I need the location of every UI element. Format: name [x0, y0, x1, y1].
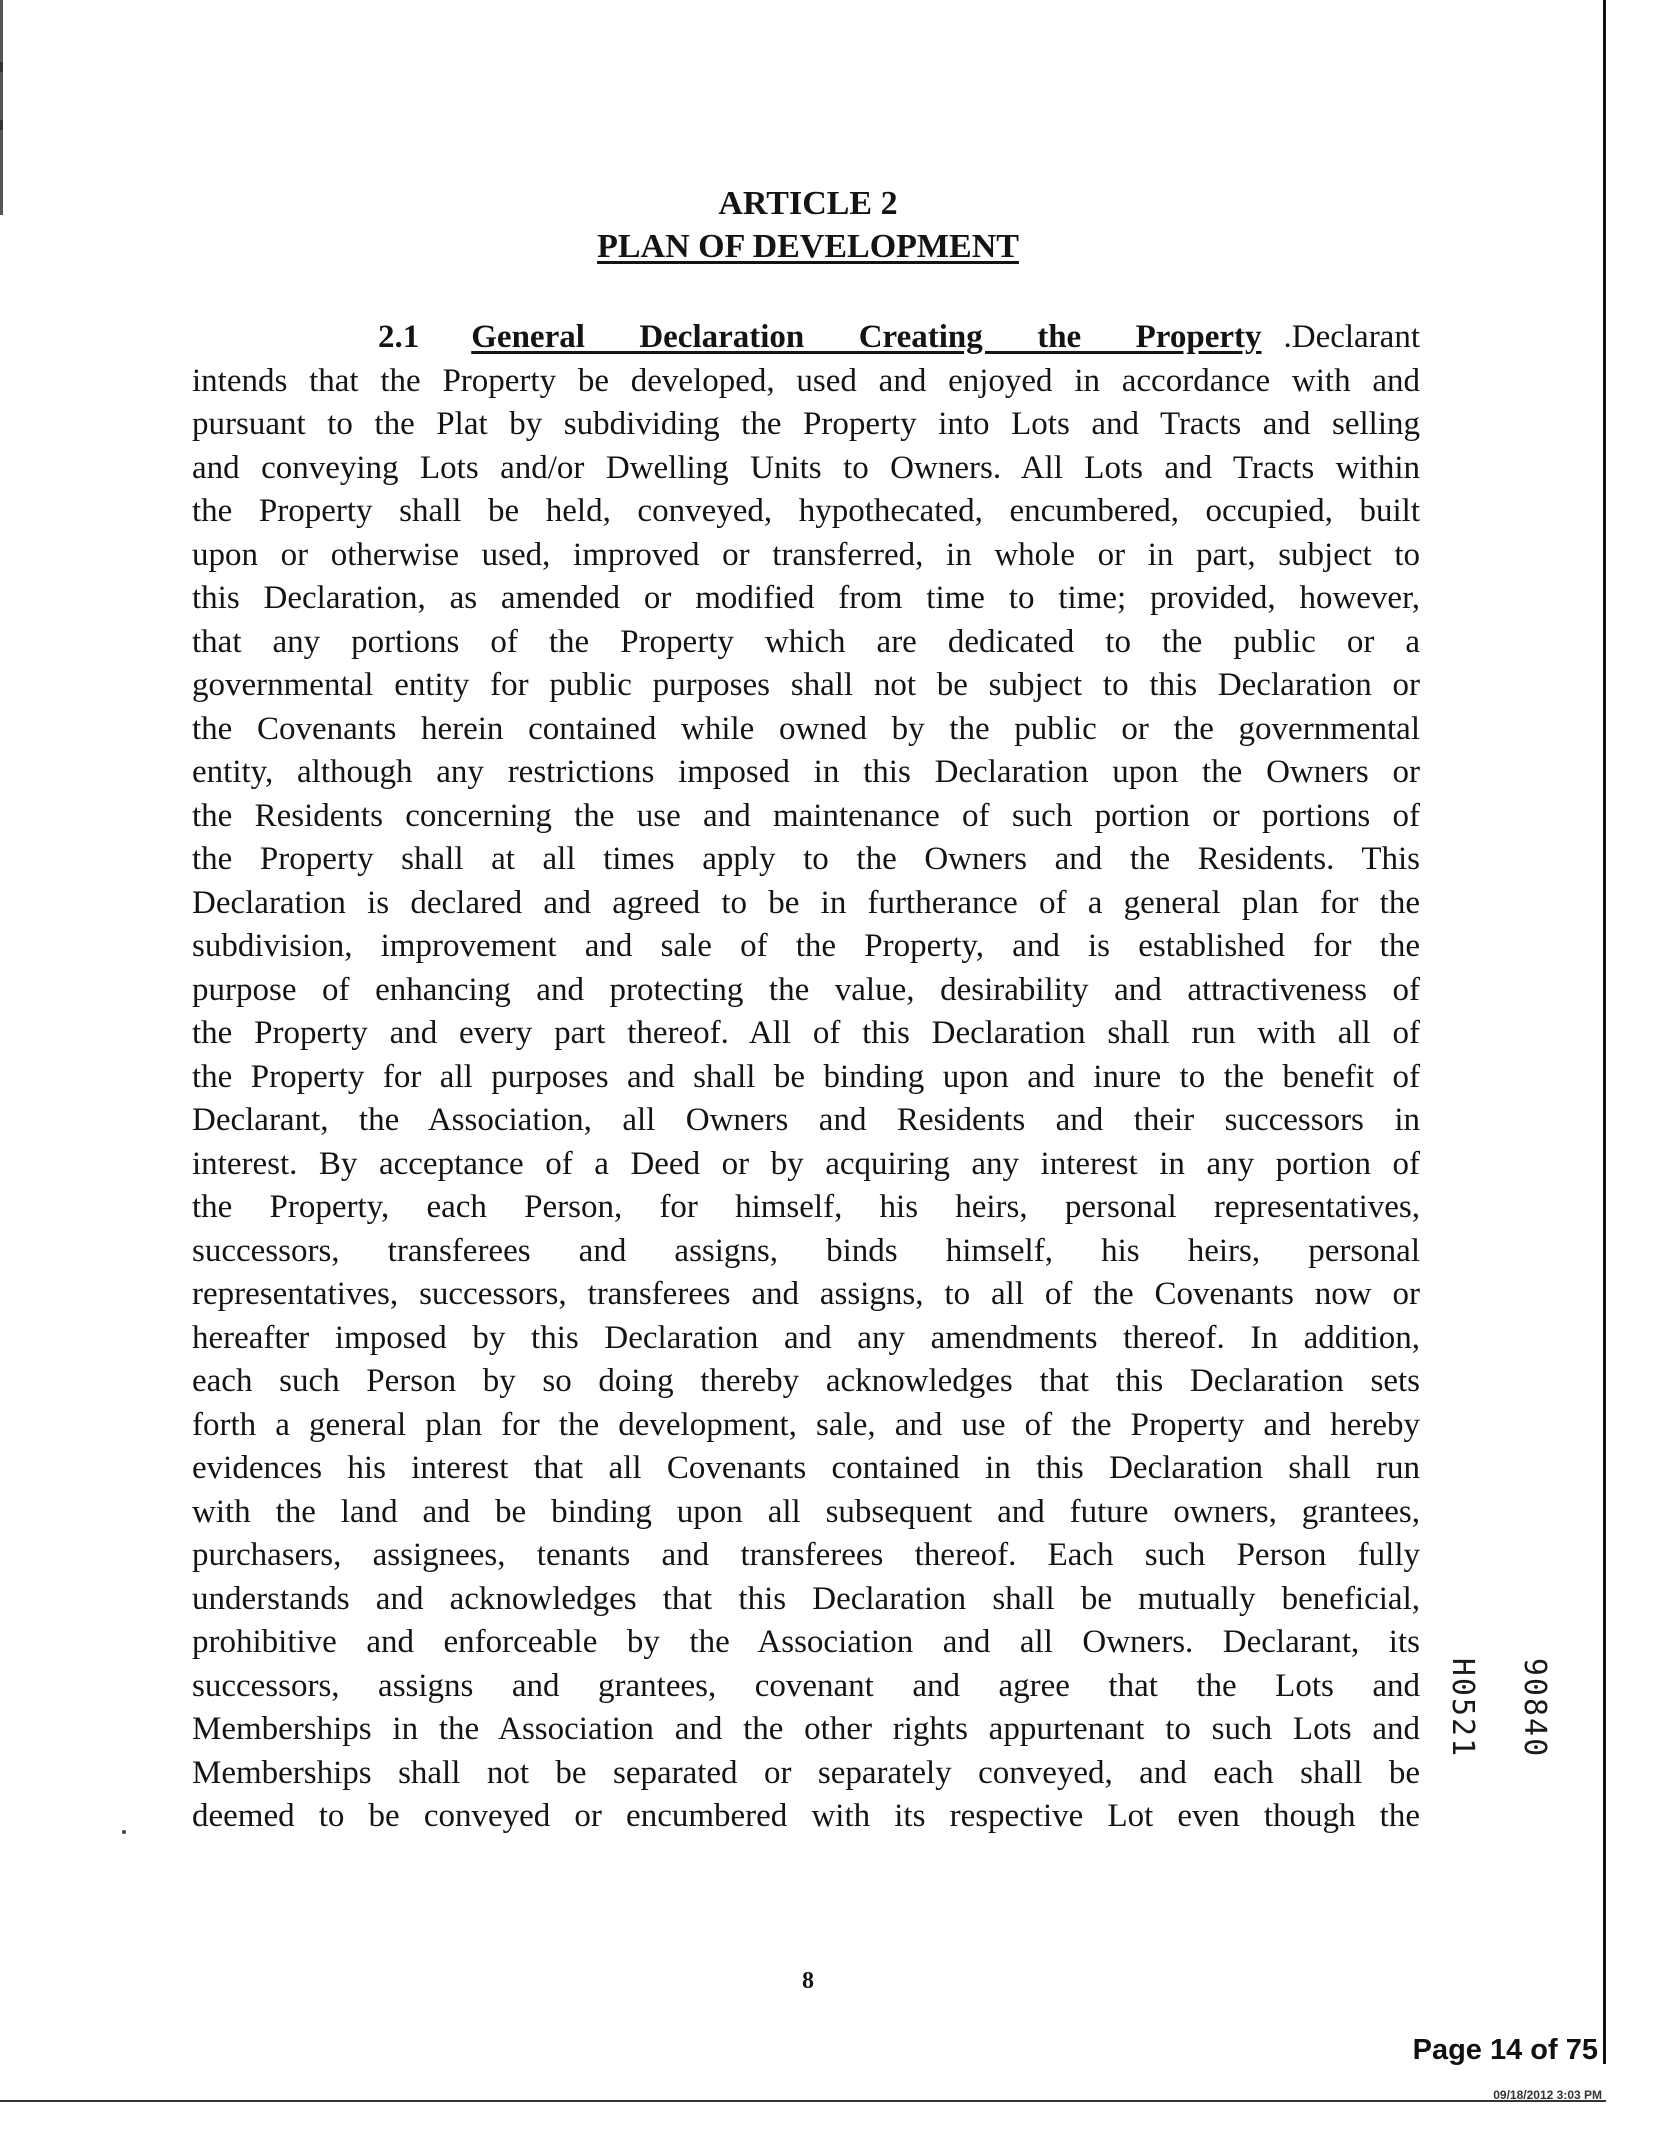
section-number: 2.1	[378, 319, 420, 355]
body-line: this Declaration, as amended or modified from time to time; provided, however,	[192, 580, 1420, 616]
body-line: forth a general plan for the development, sale, and use of the Property and hereby	[192, 1406, 1420, 1443]
body-line: the Residents concerning the use and maintenance of such portion or portions of	[192, 797, 1420, 834]
article-number: ARTICLE 2	[718, 185, 898, 222]
recording-stamp	[1445, 1608, 1570, 1808]
scan-speck	[122, 1830, 126, 1834]
body-line: with the land and be binding upon all subsequent and future owners, grantees,	[192, 1493, 1420, 1530]
body-line: upon or otherwise used, improved or transferred, in whole or in part, subject to	[192, 536, 1420, 573]
body-line: the Property shall at all times apply to the Owners and the Residents. This	[192, 841, 1420, 877]
body-line: that any portions of the Property which are dedicated to the public or a	[192, 623, 1420, 660]
footer-page-label: Page 14 of 75	[1412, 2034, 1598, 2066]
body-line: Declarant, the Association, all Owners and Residents and their successors in	[192, 1102, 1420, 1138]
scan-right-edge	[1603, 0, 1606, 2064]
body-line: representatives, successors, transferees and assigns, to all of the Covenants now or	[192, 1276, 1420, 1312]
scan-bottom-rule	[0, 2100, 1606, 2102]
footer-timestamp: 09/18/2012 3:03 PM	[1493, 2088, 1602, 2102]
body-line: the Covenants herein contained while owned by the public or the governmental	[192, 710, 1420, 747]
body-line: entity, although any restrictions imposed in this Declaration upon the Owners or	[192, 754, 1420, 790]
section-first-line	[192, 316, 1420, 360]
body-line: the Property, each Person, for himself, his heirs, personal representatives,	[192, 1189, 1420, 1225]
body-line: Declaration is declared and agreed to be in furtherance of a general plan for the	[192, 884, 1420, 921]
scan-edge-mark	[0, 120, 3, 130]
body-line: purpose of enhancing and protecting the value, desirability and attractiveness of	[192, 971, 1420, 1008]
body-line: interest. By acceptance of a Deed or by acquiring any interest in any portion of	[192, 1145, 1420, 1182]
article-title: PLAN OF DEVELOPMENT	[597, 228, 1019, 265]
scan-edge-mark	[0, 62, 3, 72]
body-line: evidences his interest that all Covenants contained in this Declaration shall run	[192, 1450, 1420, 1486]
scan-left-edge	[0, 0, 3, 215]
body-line: each such Person by so doing thereby acknowledges that this Declaration sets	[192, 1363, 1420, 1399]
recording-stamp-text: 90840 H0521	[1445, 1657, 1552, 1759]
body-line: deemed to be conveyed or encumbered with its respective Lot even though the	[192, 1798, 1420, 1834]
body-line: intends that the Property be developed, used and enjoyed in accordance with and	[192, 362, 1420, 399]
body-line: understands and acknowledges that this Declaration shall be mutually beneficial,	[192, 1580, 1420, 1617]
body-line: Declarant	[1291, 319, 1420, 355]
section-title: General Declaration Creating the Property	[471, 319, 1262, 355]
body-line: hereafter imposed by this Declaration and any amendments thereof. In addition,	[192, 1319, 1420, 1356]
body-line: governmental entity for public purposes shall not be subject to this Declaration or	[192, 667, 1420, 703]
body-line: Memberships in the Association and the other rights appurtenant to such Lots and	[192, 1711, 1420, 1747]
body-line: the Property shall be held, conveyed, hypothecated, encumbered, occupied, built	[192, 493, 1420, 529]
page-number: 8	[802, 1968, 814, 1994]
section-title-period: .	[1283, 319, 1292, 355]
body-line: the Property for all purposes and shall be binding upon and inure to the benefit of	[192, 1058, 1420, 1095]
body-line: successors, transferees and assigns, binds himself, his heirs, personal	[192, 1232, 1420, 1269]
body-line: the Property and every part thereof. All of this Declaration shall run with all of	[192, 1015, 1420, 1051]
body-line: prohibitive and enforceable by the Association and all Owners. Declarant, its	[192, 1624, 1420, 1660]
body-line: Memberships shall not be separated or separately conveyed, and each shall be	[192, 1754, 1420, 1791]
body-line: subdivision, improvement and sale of the Property, and is established for the	[192, 928, 1420, 964]
body-line: successors, assigns and grantees, covenant and agree that the Lots and	[192, 1667, 1420, 1704]
body-line: and conveying Lots and/or Dwelling Units to Owners. All Lots and Tracts within	[192, 449, 1420, 486]
body-line: purchasers, assignees, tenants and transferees thereof. Each such Person fully	[192, 1537, 1420, 1573]
body-line: pursuant to the Plat by subdividing the Property into Lots and Tracts and selling	[192, 406, 1420, 442]
section-2-1-body	[192, 316, 1420, 1839]
